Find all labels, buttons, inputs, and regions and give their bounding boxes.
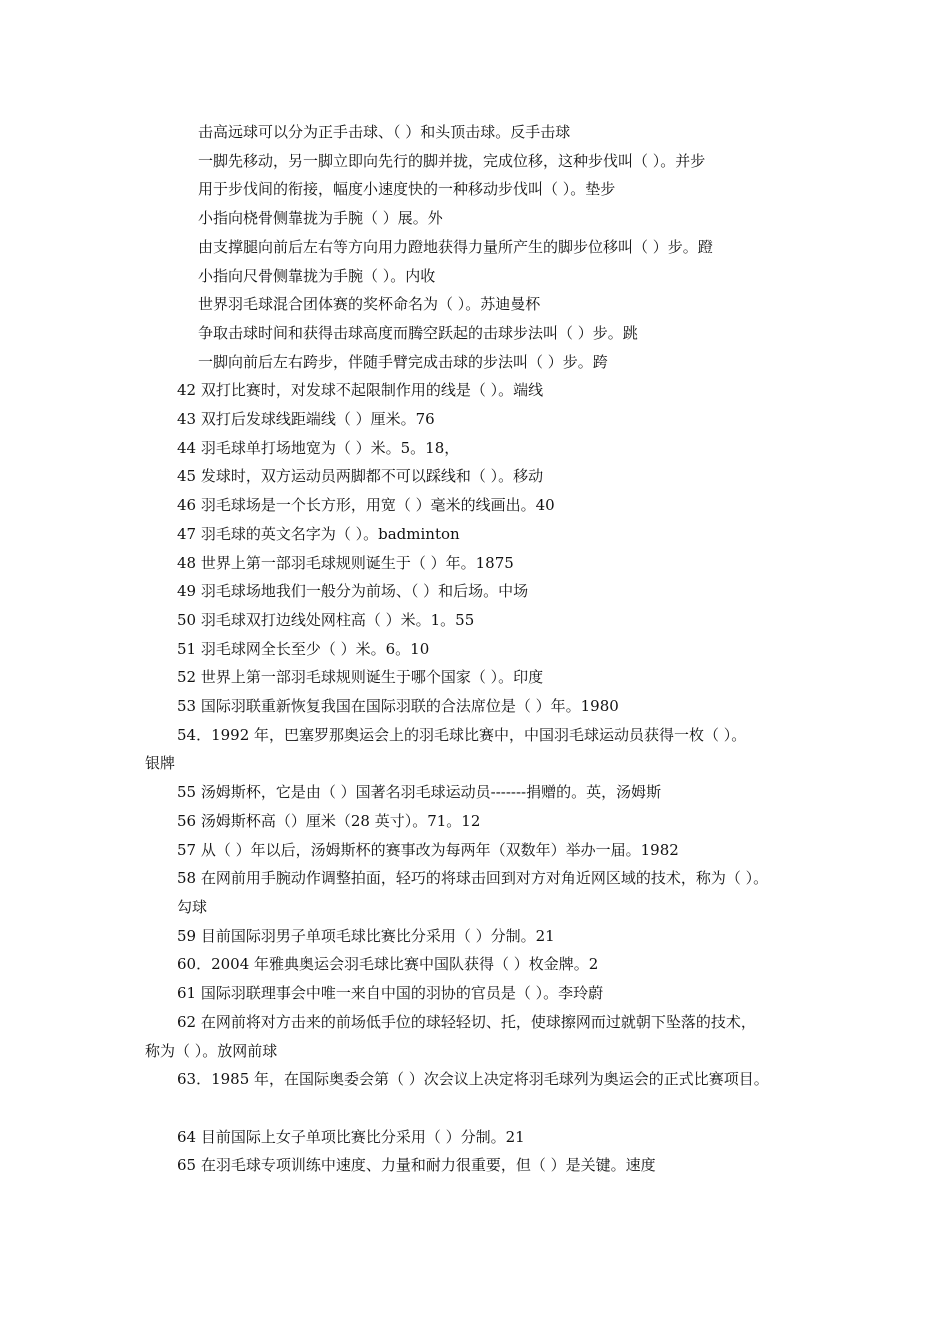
question-63: 63．1985 年，在国际奥委会第（ ）次会议上决定将羽毛球列为奥运会的正式比赛项目。	[177, 1070, 769, 1089]
question-58-line-2: 勾球	[177, 897, 208, 916]
question-55: 55 汤姆斯杯，它是由（ ）国著名羽毛球运动员-------捐赠的。英，汤姆斯	[177, 783, 662, 802]
intro-line-4: 小指向桡骨侧靠拢为手腕（ ）展。外	[198, 209, 443, 228]
question-54-line-2: 银牌	[145, 754, 176, 773]
question-42: 42 双打比赛时，对发球不起限制作用的线是（ ）。端线	[177, 381, 544, 400]
question-49: 49 羽毛球场地我们一般分为前场、（ ）和后场。中场	[177, 582, 529, 601]
question-60: 60．2004 年雅典奥运会羽毛球比赛中国队获得（ ）枚金牌。2	[177, 955, 599, 974]
question-65: 65 在羽毛球专项训练中速度、力量和耐力很重要，但（ ）是关键。速度	[177, 1156, 656, 1175]
question-48: 48 世界上第一部羽毛球规则诞生于（ ）年。1875	[177, 553, 514, 572]
intro-line-3: 用于步伐间的衔接，幅度小速度快的一种移动步伐叫（ ）。垫步	[198, 180, 616, 199]
question-44: 44 羽毛球单打场地宽为（ ）米。5。18，	[177, 438, 460, 457]
question-61: 61 国际羽联理事会中唯一来自中国的羽协的官员是（ ）。李玲蔚	[177, 984, 604, 1003]
question-46: 46 羽毛球场是一个长方形，用宽（ ）毫米的线画出。40	[177, 496, 555, 515]
intro-line-6: 小指向尺骨侧靠拢为手腕（ ）。内收	[198, 266, 436, 285]
question-57: 57 从（ ）年以后，汤姆斯杯的赛事改为每两年（双数年）举办一届。1982	[177, 840, 679, 859]
question-43: 43 双打后发球线距端线（ ）厘米。76	[177, 410, 435, 429]
intro-line-7: 世界羽毛球混合团体赛的奖杯命名为（ ）。苏迪曼杯	[198, 295, 541, 314]
question-64: 64 目前国际上女子单项比赛比分采用（ ）分制。21	[177, 1127, 525, 1146]
question-50: 50 羽毛球双打边线处网柱高（ ）米。1。55	[177, 610, 475, 629]
blank-line	[145, 1094, 815, 1123]
intro-line-9: 一脚向前后左右跨步，伴随手臂完成击球的步法叫（ ）步。跨	[198, 352, 608, 371]
question-56: 56 汤姆斯杯高（）厘米（28 英寸）。71。12	[177, 811, 481, 830]
question-62-line-1: 62 在网前将对方击来的前场低手位的球轻轻切、托，使球擦网而过就朝下坠落的技术，	[177, 1012, 756, 1031]
question-52: 52 世界上第一部羽毛球规则诞生于哪个国家（ ）。印度	[177, 668, 544, 687]
question-54-line-1: 54．1992 年，巴塞罗那奥运会上的羽毛球比赛中，中国羽毛球运动员获得一枚（ ）。	[177, 725, 747, 744]
question-53: 53 国际羽联重新恢复我国在国际羽联的合法席位是（ ）年。1980	[177, 697, 619, 716]
intro-line-2: 一脚先移动，另一脚立即向先行的脚并拢，完成位移，这种步伐叫（ ）。并步	[198, 151, 706, 170]
question-59: 59 目前国际羽男子单项毛球比赛比分采用（ ）分制。21	[177, 926, 555, 945]
question-47: 47 羽毛球的英文名字为（ ）。badminton	[177, 524, 460, 543]
question-45: 45 发球时，双方运动员两脚都不可以踩线和（ ）。移动	[177, 467, 544, 486]
intro-line-5: 由支撑腿向前后左右等方向用力蹬地获得力量所产生的脚步位移叫（ ）步。蹬	[198, 237, 713, 256]
document-body	[145, 118, 815, 1180]
question-62-line-2: 称为（ ）。放网前球	[145, 1041, 278, 1060]
intro-line-1: 击高远球可以分为正手击球、（ ）和头顶击球。反手击球	[198, 123, 571, 141]
question-58-line-1: 58 在网前用手腕动作调整拍面，轻巧的将球击回到对方对角近网区域的技术，称为（ ）。	[177, 869, 769, 888]
intro-line-8: 争取击球时间和获得击球高度而腾空跃起的击球步法叫（ ）步。跳	[198, 323, 638, 342]
question-51: 51 羽毛球网全长至少（ ）米。6。10	[177, 639, 430, 658]
